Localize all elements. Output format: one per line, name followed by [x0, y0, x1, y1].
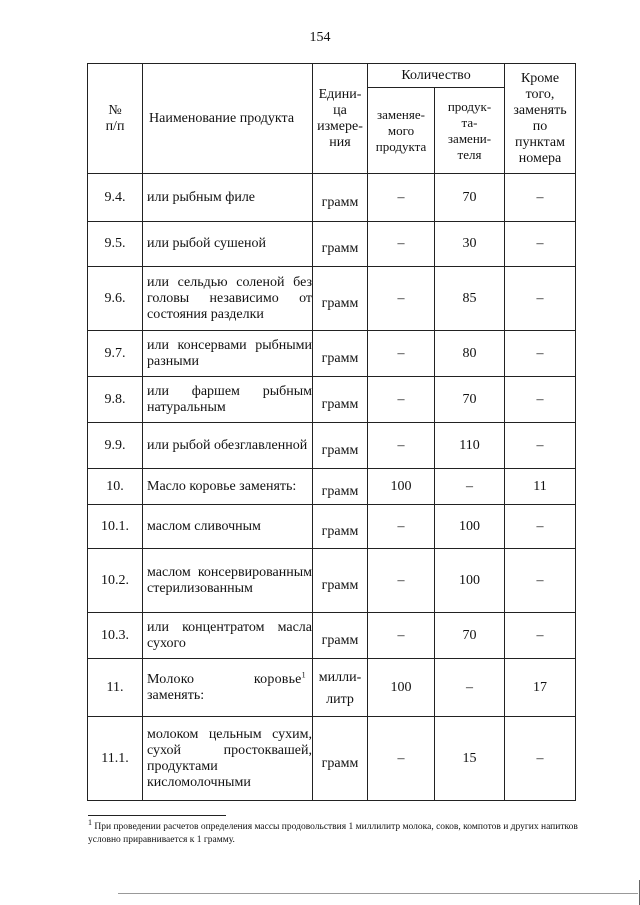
table-row: 10.3. или концентратом масла сухого грамм – 70 – — [88, 613, 576, 659]
table-row: 9.5. или рыбой сушеной грамм – 30 – — [88, 222, 576, 267]
header-unit: Едини- ца измере- ния — [313, 64, 368, 174]
milk-name: Молоко коровье — [147, 671, 302, 687]
header-num: № п/п — [88, 64, 143, 174]
table-row: 9.4. или рыбным филе грамм – 70 – — [88, 174, 576, 222]
table-row: 9.7. или консервами рыбными разными грамм – 80 – — [88, 331, 576, 377]
footnote-ref: 1 — [301, 669, 306, 679]
table-row: 10.2. маслом консервированным стерилизованным грамм – 100 – — [88, 549, 576, 613]
header-row-top — [88, 64, 576, 88]
header-quantity: Количество — [368, 64, 505, 88]
footnote-mark: 1 — [88, 817, 92, 827]
table-row: 10. Масло коровье заменять: грамм 100 – 11 — [88, 469, 576, 505]
substitution-table — [87, 63, 576, 801]
table-row: 9.9. или рыбой обезглавленной грамм – 110 – — [88, 423, 576, 469]
table-row: 9.8. или фаршем рыбным натуральным грамм – 70 – — [88, 377, 576, 423]
footnote-divider — [88, 815, 226, 816]
footnote-text: При проведении расчетов определения массы продовольствия 1 миллилитр молока, соков, компотов и других напитков условно приравнивается к 1 грамму. — [88, 822, 578, 845]
header-replacing: продук- та- замени- теля — [435, 88, 505, 174]
header-name: Наименование продукта — [143, 64, 313, 174]
scan-edge-line — [118, 893, 638, 894]
footnote — [88, 817, 582, 847]
page-number: 154 — [309, 30, 331, 45]
table-row: 11.1. молоком цельным сухим, сухой простоквашей, продуктами кисломолочными грамм – 15 – — [88, 717, 576, 801]
header-besides: Кроме того, заменять по пунктам номера — [505, 64, 576, 174]
table-row: 11. Молоко коровье$^1$ заменять: милли-литр 100 – 17 — [88, 659, 576, 717]
header-replaced: заменяе- мого продукта — [368, 88, 435, 174]
table-row: 10.1. маслом сливочным грамм – 100 – — [88, 505, 576, 549]
table-row: 9.6. или сельдью соленой без головы независимо от состояния разделки грамм – 85 – — [88, 267, 576, 331]
